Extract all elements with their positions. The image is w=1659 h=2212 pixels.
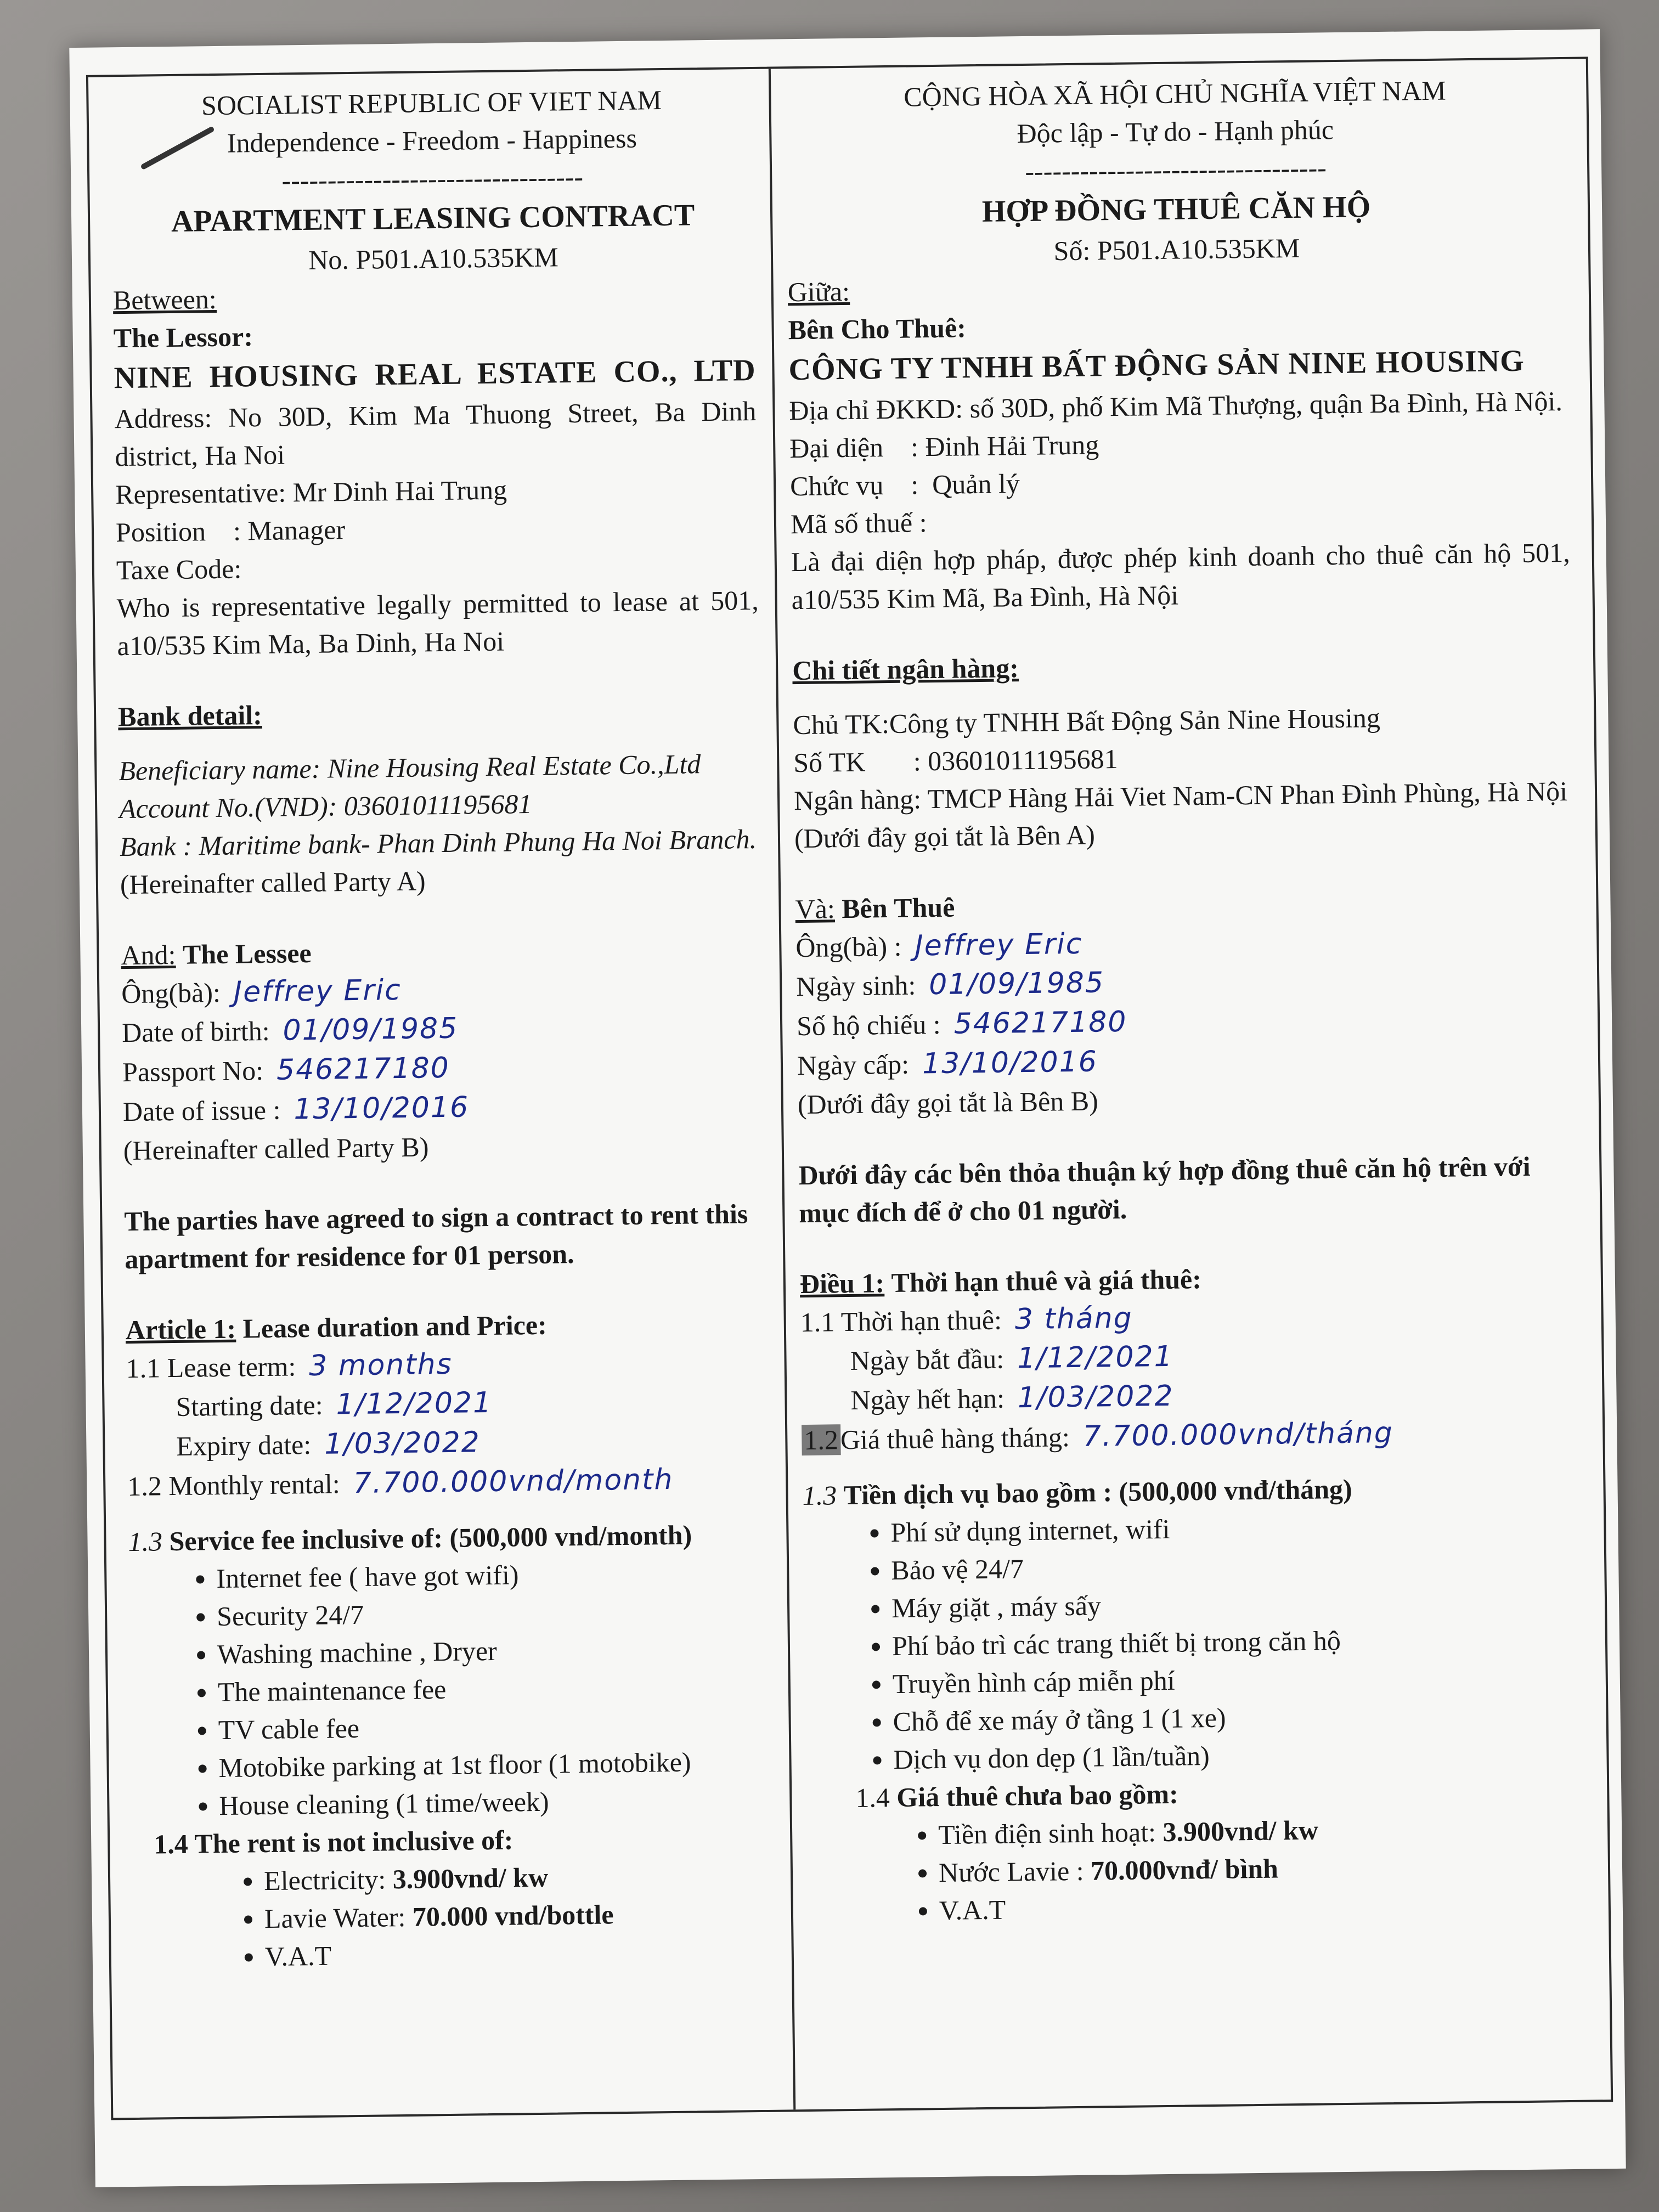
service-item: • Motobike parking at 1st floor (1 motobike): [218, 1742, 773, 1786]
service-item: • The maintenance fee: [217, 1666, 772, 1711]
lessor-position-vi: Chức vụ : Quản lý: [789, 467, 1020, 501]
dob-handwritten: 01/09/1985: [283, 1012, 459, 1047]
bank-name: Bank : Maritime bank- Phan Dinh Phung Ha Noi Branch.: [119, 823, 757, 862]
service-item: • Internet fee ( have got wifi): [216, 1553, 771, 1597]
dob-handwritten-vi: 01/09/1985: [928, 966, 1105, 1002]
service-item: • House cleaning (1 time/week): [219, 1780, 774, 1824]
start-date-handwritten: 1/12/2021: [336, 1386, 493, 1421]
agreement-statement: The parties have agreed to sign a contract to rent this apartment for residence for 01 person.: [124, 1198, 748, 1274]
lessor-representative-vi: Đại diện : Đinh Hải Trung: [789, 428, 1099, 464]
service-item: • Washing machine , Dryer: [217, 1628, 772, 1673]
lessee-name-handwritten: Jeffrey Eric: [233, 973, 402, 1009]
start-date-label: Starting date:: [176, 1390, 323, 1423]
service-item-vi: • Bảo vệ 24/7: [891, 1543, 1583, 1589]
party-b-note: (Hereinafter called Party B): [123, 1131, 429, 1166]
lessor-label: The Lessor:: [113, 321, 253, 354]
party-b-note-vi: (Dưới đây gọi tắt là Bên B): [797, 1085, 1099, 1120]
not-inclusive-number-vi: 1.4: [855, 1781, 890, 1813]
contract-number-vi: Số: P501.A10.535KM: [1053, 233, 1300, 267]
between-label: Between:: [112, 284, 217, 316]
lease-authority: Who is representative legally permitted to lease at 501, a10/535 Kim Ma, Ba Dinh, Ha Noi: [116, 584, 759, 661]
expiry-date-label-vi: Ngày hết hạn:: [850, 1383, 1005, 1416]
passport-handwritten: 546217180: [276, 1051, 450, 1087]
issue-date-handwritten: 13/10/2016: [294, 1091, 470, 1126]
article1-title-vi: Thời hạn thuê và giá thuê:: [891, 1263, 1202, 1298]
monthly-rental-row: [127, 1459, 770, 1506]
account-holder-vi: Chủ TK:Công ty TNHH Bất Động Sản Nine Housing: [793, 702, 1381, 740]
water-label-vi: Nước Lavie :: [938, 1855, 1084, 1888]
bank-name-vi: Ngân hàng: TMCP Hàng Hải Viet Nam-CN Phan Đình Phùng, Hà Nội: [793, 775, 1568, 816]
lessor-name-vi: CÔNG TY TNHH BẤT ĐỘNG SẢN NINE HOUSING: [788, 344, 1525, 387]
contract-title: APARTMENT LEASING CONTRACT: [171, 198, 695, 239]
lease-term-label: 1.1 Lease term:: [126, 1350, 296, 1384]
lessor-address-vi: Địa chỉ ĐKKD: số 30D, phố Kim Mã Thượng, quận Ba Đình, Hà Nội.: [789, 385, 1563, 426]
beneficiary-name: Beneficiary name: Nine Housing Real Estate Co.,Ltd: [119, 748, 701, 786]
service-fee-heading: [128, 1515, 770, 1560]
bank-detail-heading-vi: Chi tiết ngân hàng:: [792, 652, 1019, 686]
not-inclusive-list-vi: [806, 1808, 1587, 1931]
dob-label: Date of birth:: [121, 1015, 270, 1048]
vat-item: • V.A.T: [264, 1931, 775, 1975]
lessee-name-label-vi: Ông(bà) :: [795, 930, 902, 963]
lease-authority-vi: Là đại diện hợp pháp, được phép kinh doanh cho thuê căn hộ 501, a10/535 Kim Mã, Ba Đình, Hà Nội: [791, 537, 1571, 615]
passport-label-vi: Số hộ chiếu :: [796, 1008, 941, 1042]
dob-label-vi: Ngày sinh:: [795, 969, 916, 1002]
article1-label: Article 1:: [125, 1313, 236, 1345]
not-inclusive-heading: 1.4 The rent is not inclusive of:: [153, 1824, 514, 1860]
service-list-vi: [803, 1505, 1585, 1779]
not-inclusive-title-vi: Giá thuê chưa bao gồm:: [896, 1778, 1179, 1813]
lessee-label: The Lessee: [182, 937, 312, 970]
service-fee-number-vi: 1.3: [802, 1479, 837, 1511]
party-a-note-vi: (Dưới đây gọi tắt là Bên A): [794, 819, 1096, 854]
water-price-vi: 70.000vnđ/ bình: [1090, 1853, 1279, 1886]
tax-code-vi: Mã số thuế :: [790, 506, 927, 539]
electricity-label: Electricity:: [263, 1863, 386, 1896]
country-header: SOCIALIST REPUBLIC OF VIET NAM: [201, 84, 662, 121]
contract-title-vi: HỢP ĐỒNG THUÊ CĂN HỘ: [981, 190, 1371, 229]
service-item-vi: • Truyền hình cáp miễn phí: [892, 1656, 1584, 1702]
motto: Independence - Freedom - Happiness: [227, 122, 637, 159]
contract-table: [86, 57, 1613, 2120]
monthly-rental-handwritten: 7.700.000vnd/month: [353, 1463, 674, 1500]
expiry-date-handwritten: 1/03/2022: [324, 1426, 481, 1461]
expiry-date-label: Expiry date:: [176, 1429, 312, 1462]
lessee-name-label: Ông(bà):: [121, 977, 221, 1009]
vat-item-vi: • V.A.T: [939, 1883, 1587, 1929]
water-label: Lavie Water:: [264, 1901, 406, 1934]
start-date-label-vi: Ngày bắt đầu:: [850, 1343, 1005, 1376]
motto-vi: Độc lập - Tự do - Hạnh phúc: [1017, 114, 1334, 149]
service-item-vi: • Chỗ để xe máy ở tầng 1 (1 xe): [893, 1694, 1584, 1740]
article1-label-vi: Điều 1:: [799, 1267, 885, 1299]
electricity-label-vi: Tiền điện sinh hoạt:: [938, 1816, 1156, 1850]
expiry-date-handwritten-vi: 1/03/2022: [1017, 1379, 1174, 1415]
lessee-name-handwritten-vi: Jeffrey Eric: [915, 927, 1083, 963]
monthly-rental-label-vi: Giá thuê hàng tháng:: [840, 1421, 1070, 1455]
contract-number: No. P501.A10.535KM: [308, 241, 559, 276]
lessor-position: Position : Manager: [115, 514, 346, 548]
service-item-vi: • Máy giặt , máy sấy: [891, 1581, 1583, 1627]
passport-handwritten-vi: 546217180: [953, 1005, 1127, 1041]
agreement-statement-vi: Dưới đây các bên thỏa thuận ký hợp đồng thuê căn hộ trên với mục đích để ở cho 01 người.: [798, 1150, 1531, 1228]
between-label-vi: Giữa:: [787, 276, 850, 308]
issue-date-label: Date of issue :: [122, 1094, 281, 1127]
lessor-representative: Representative: Mr Dinh Hai Trung: [115, 474, 507, 510]
separator-vi: ---------------------------------: [1025, 152, 1327, 187]
water-item: [264, 1893, 775, 1937]
party-a-note: (Hereinafter called Party A): [120, 865, 426, 900]
service-item: • Security 24/7: [217, 1590, 771, 1635]
water-price: 70.000 vnd/bottle: [412, 1898, 614, 1932]
lessor-address: Address: No 30D, Kim Ma Thuong Street, Ba Dinh district, Ha Noi: [114, 395, 757, 472]
service-list: [128, 1553, 774, 1825]
electricity-price-vi: 3.900vnd/ kw: [1163, 1814, 1319, 1847]
account-number-vi: Số TK : 03601011195681: [793, 743, 1118, 778]
lessor-name: NINE HOUSING REAL ESTATE CO., LTD: [114, 353, 756, 396]
not-inclusive-list: [132, 1855, 775, 1977]
service-item-vi: • Phí sử dụng internet, wifi: [890, 1505, 1582, 1551]
contract-page: [69, 29, 1626, 2187]
lessor-label-vi: Bên Cho Thuê:: [788, 312, 967, 346]
service-fee-number: 1.3: [128, 1525, 163, 1557]
vietnamese-column: [785, 70, 1587, 1931]
start-date-handwritten-vi: 1/12/2021: [1017, 1340, 1174, 1375]
issue-date-handwritten-vi: 13/10/2016: [922, 1045, 1098, 1081]
tax-code: Taxe Code:: [116, 552, 242, 585]
passport-label: Passport No:: [122, 1055, 264, 1088]
service-item: • TV cable fee: [218, 1704, 772, 1748]
bank-detail-heading: Bank detail:: [117, 699, 263, 732]
service-fee-title-vi: Tiền dịch vụ bao gồm : (500,000 vnđ/tháng): [843, 1473, 1352, 1510]
lease-term-label-vi: 1.1 Thời hạn thuê:: [800, 1304, 1002, 1338]
electricity-item: [264, 1855, 775, 1899]
service-fee-title: Service fee inclusive of: (500,000 vnd/month): [169, 1519, 692, 1556]
separator: ---------------------------------: [281, 161, 584, 196]
monthly-rental-number-vi: 1.2: [802, 1424, 840, 1455]
english-column: [110, 80, 775, 1977]
monthly-rental-label: 1.2 Monthly rental:: [127, 1468, 341, 1502]
and-label: And:: [121, 939, 176, 970]
issue-date-label-vi: Ngày cấp:: [797, 1048, 910, 1081]
electricity-price: 3.900vnd/ kw: [392, 1861, 549, 1894]
account-number: Account No.(VND): 03601011195681: [119, 788, 532, 824]
article1-title: Lease duration and Price:: [242, 1309, 548, 1344]
country-header-vi: CỘNG HÒA XÃ HỘI CHỦ NGHĨA VIỆT NAM: [903, 75, 1446, 112]
and-label-vi: Và:: [795, 893, 836, 924]
lease-term-handwritten: 3 months: [308, 1347, 453, 1383]
service-item-vi: • Dịch vụ don dẹp (1 lần/tuần): [893, 1732, 1585, 1778]
lease-term-handwritten-vi: 3 tháng: [1014, 1301, 1133, 1336]
service-item-vi: • Phí bảo trì các trang thiết bị trong căn hộ: [892, 1618, 1584, 1664]
lessee-label-vi: Bên Thuê: [841, 891, 955, 924]
monthly-rental-handwritten-vi: 7.700.000vnd/tháng: [1082, 1416, 1394, 1453]
